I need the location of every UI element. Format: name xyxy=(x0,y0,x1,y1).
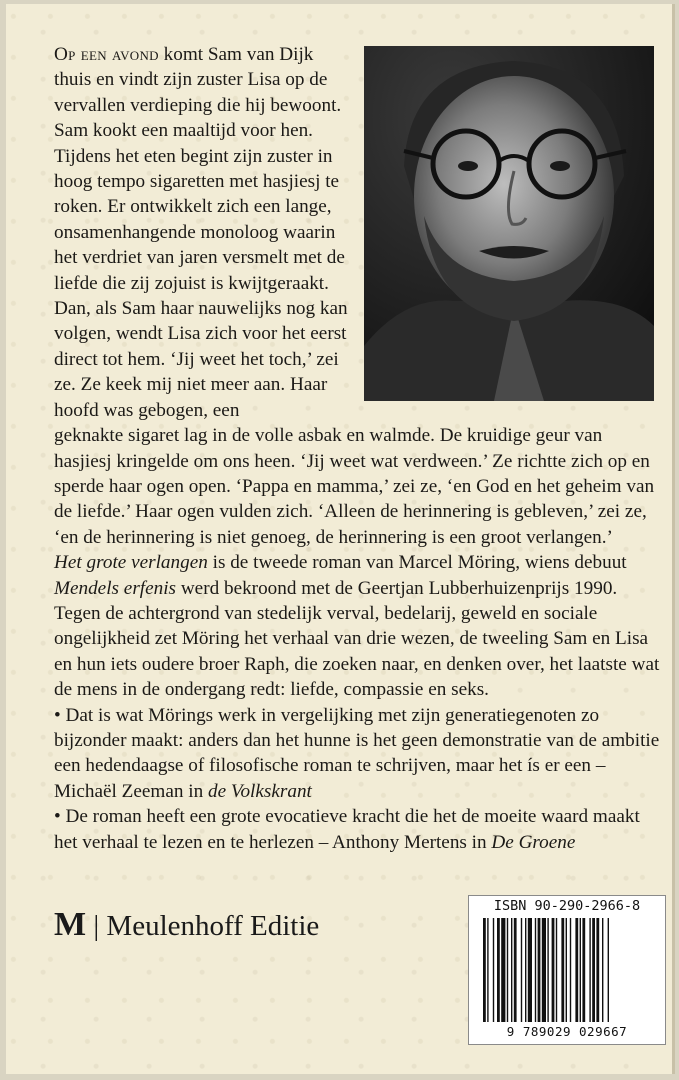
intro-lead: Op een avond xyxy=(54,44,159,65)
publisher-separator: | xyxy=(93,910,100,942)
barcode-bars-icon xyxy=(469,896,665,1044)
ean-number: 9 789029 029667 xyxy=(506,1024,628,1039)
quote-1-source: de Volkskrant xyxy=(207,780,312,802)
about-text-1: is de tweede roman van Marcel Möring, wiens debuut xyxy=(207,552,627,574)
barcode xyxy=(468,895,666,1045)
description-text xyxy=(54,42,664,855)
quote-1-text: • Dat is wat Mörings werk in vergelijking met zijn generatiegenoten zo bijzonder maakt: anders dan het hunne is het geen demonstratie van de ambitie een hedendaagse of filosofische roman te schrijven, maar het ís er een – Michaël Zeeman in xyxy=(54,704,660,802)
publisher-name: Meulenhoff Editie xyxy=(106,910,320,942)
isbn-label: ISBN 90-290-2966-8 xyxy=(493,898,641,914)
debut-title: Mendels erfenis xyxy=(54,577,177,599)
quote-2 xyxy=(54,804,664,855)
intro-column-text: komt Sam van Dijk thuis en vindt zijn zuster Lisa op de vervallen verdieping die hij bewoont. Sam kookt een maaltijd voor hen. Tijdens het eten begint zijn zuster in hoog tempo sigaretten met hasjiesj te roken. Er ontwikkelt zich een lange, onsamenhangende monoloog waarin het verdriet van jaren versmelt met de liefde die zij zojuist is kwijtgeraakt. Dan, als Sam haar nauwelijks nog kan volgen, wendt Lisa zich voor het eerst direct tot hem. ‘Jij weet het toch,’ zei ze. Ze keek mij niet meer aan. Haar hoofd was gebogen, een xyxy=(54,44,348,421)
quote-1 xyxy=(54,703,664,805)
intro-column xyxy=(54,42,354,423)
quote-2-text: • De roman heeft een grote evocatieve kracht die het de moeite waard maakt het verhaal te lezen en te herlezen – Anthony Mertens in xyxy=(54,806,640,853)
book-title: Het grote verlangen xyxy=(54,552,208,574)
quote-2-source: De Groene xyxy=(491,831,576,853)
about-paragraph xyxy=(54,550,664,702)
publisher-m-logo: M xyxy=(54,906,87,943)
about-text-2: werd bekroond met de Geertjan Lubberhuizenprijs 1990. Tegen de achtergrond van stedelijk verval, bedelarij, geweld en sociale ongelijkheid zet Möring het verhaal van drie wezen, de tweeling Sam en Lisa en hun iets oudere broer Raph, die zoeken naar, en denken over, het laatste wat de mens in de ondergang redt: liefde, compassie en seks. xyxy=(54,577,660,701)
publisher-logo xyxy=(54,906,319,944)
intro-full: geknakte sigaret lag in de volle asbak en walmde. De kruidige geur van hasjiesj kringelde om ons heen. ‘Jij weet wat verdween.’ Ze richtte zich op en sperde haar ogen open. ‘Pappa en mamma,’ zei ze, ‘en God en het geheim van de liefde.’ Haar ogen vulden zich. ‘Alleen de herinnering is gebleven,’ zei ze, ‘en de herinnering is niet genoeg, de herinnering is een groot verlangen.’ xyxy=(54,425,655,548)
book-back-cover xyxy=(6,4,675,1074)
